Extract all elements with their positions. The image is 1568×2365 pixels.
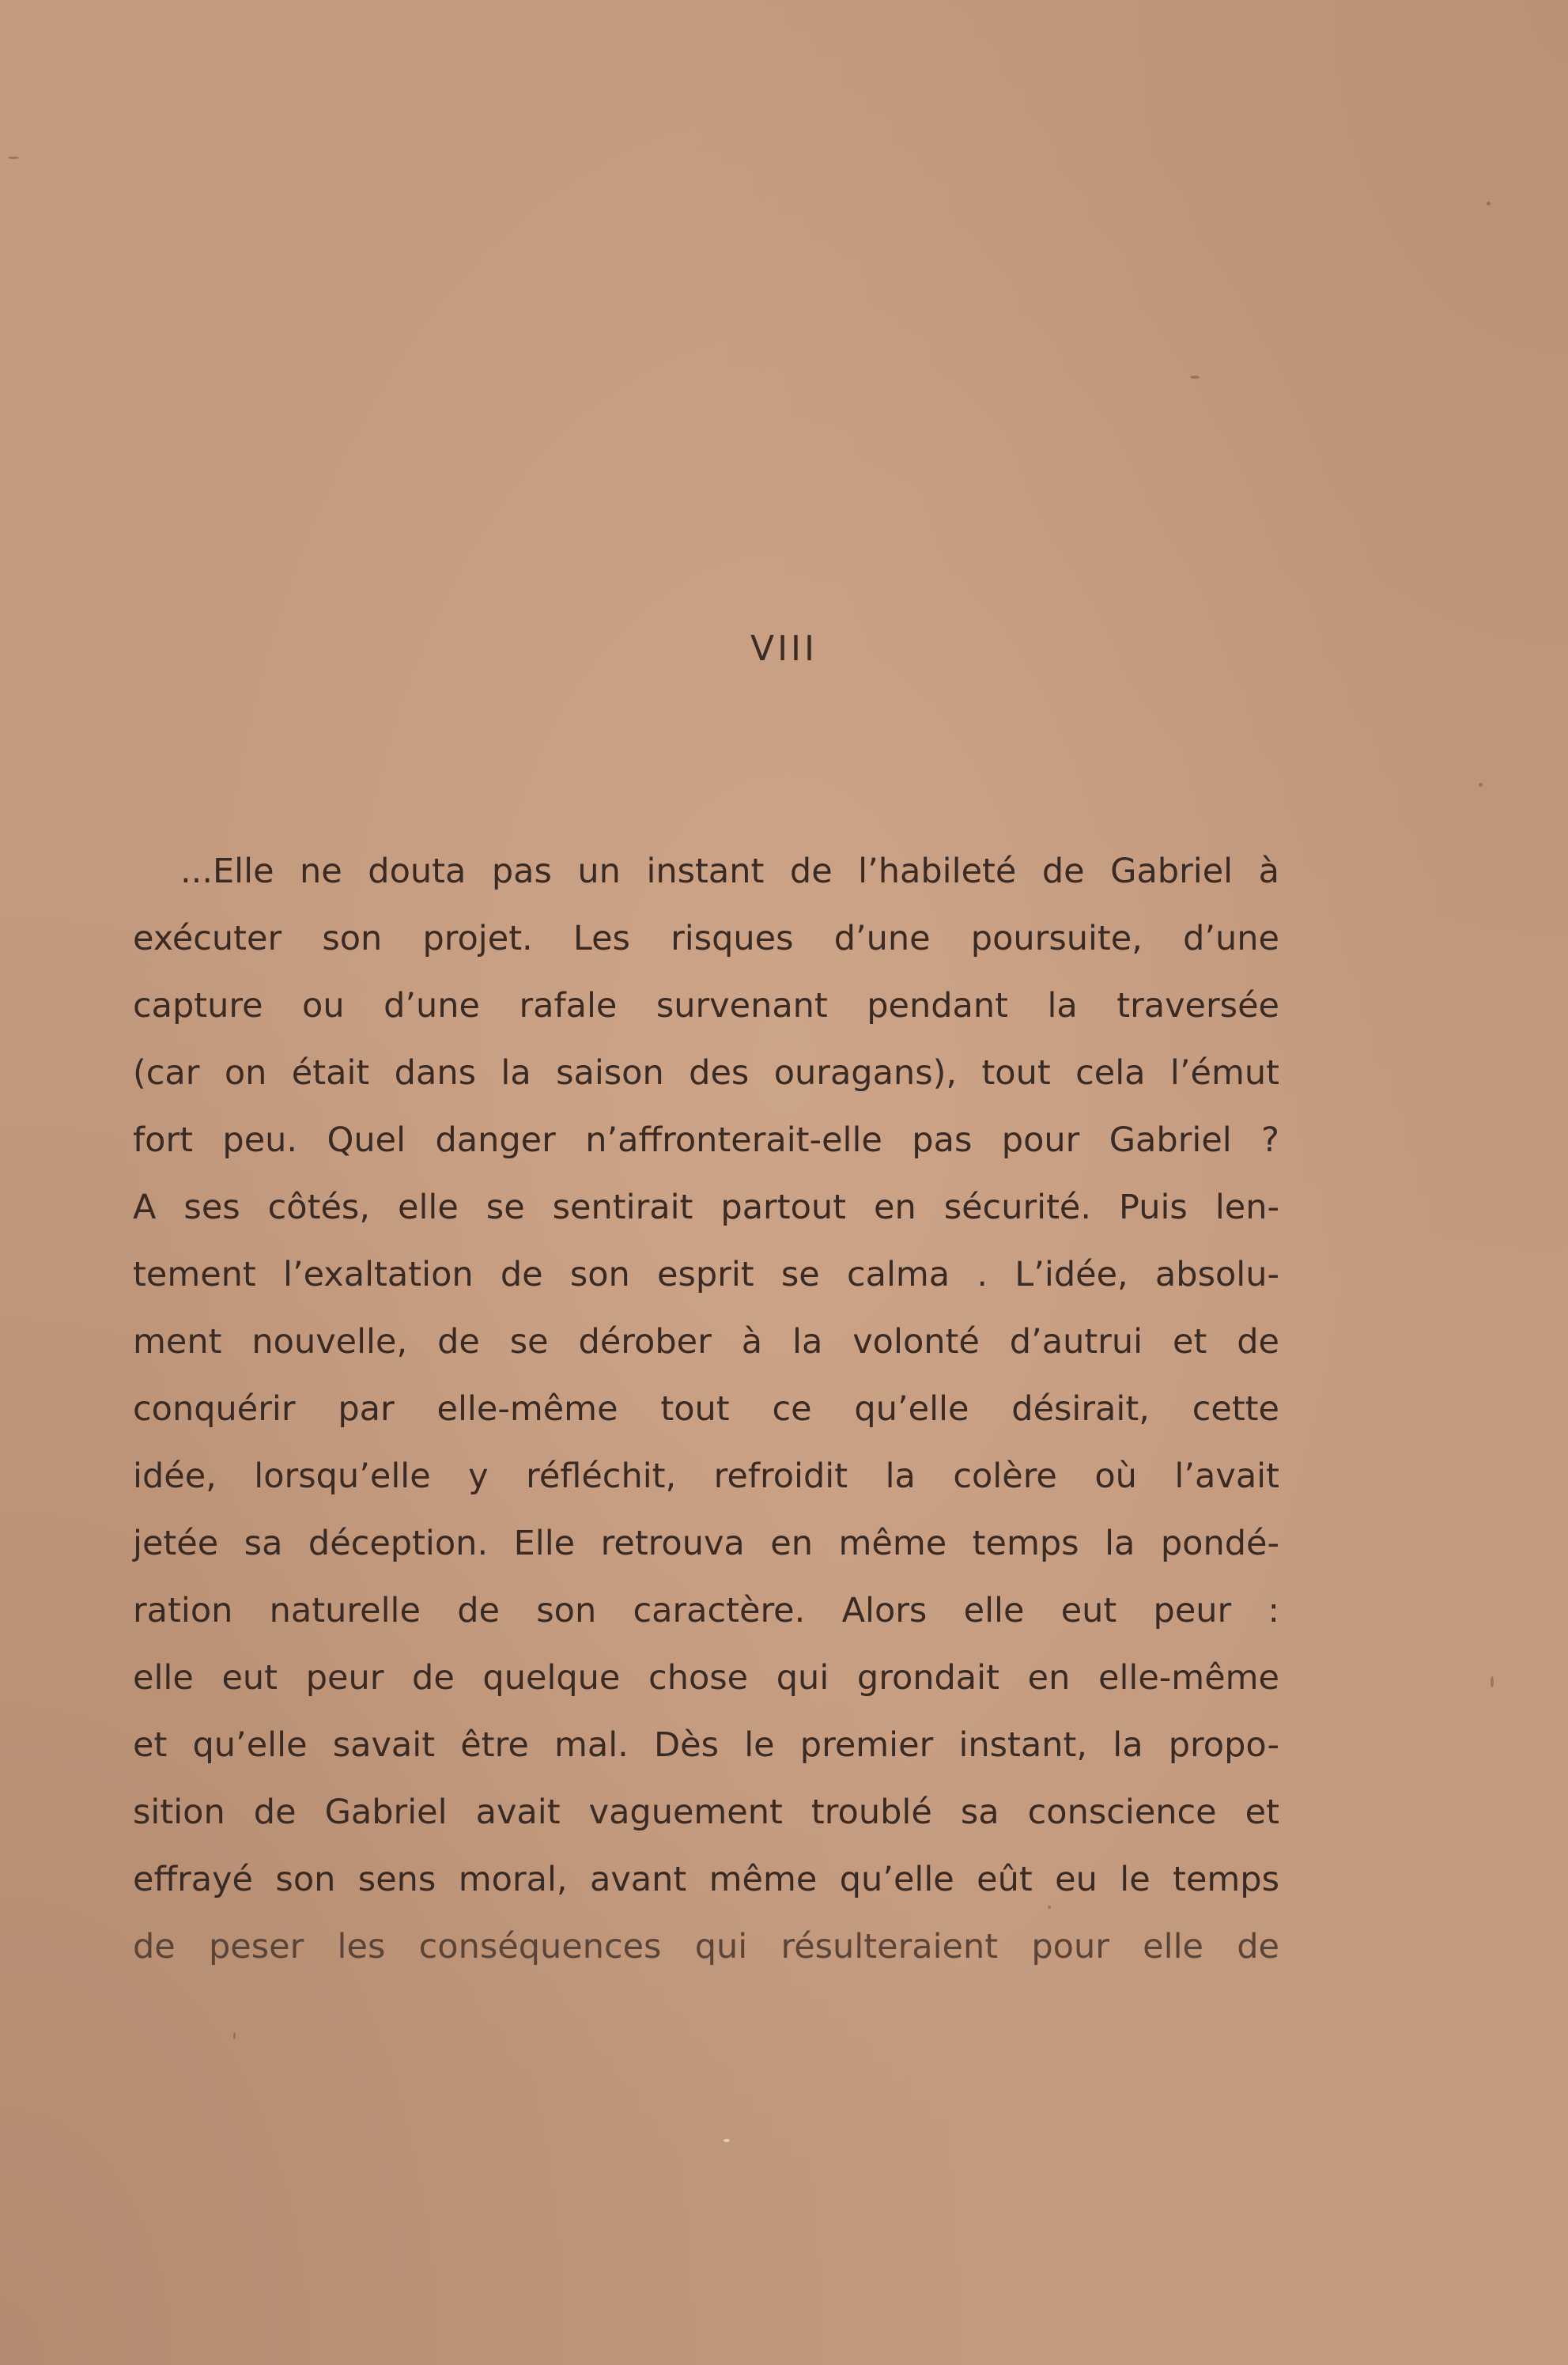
text-line: tement l’exaltation de son esprit se calma . L’idée, absolu- <box>133 1255 1279 1294</box>
text-line: et qu’elle savait être mal. Dès le premier instant, la propo- <box>133 1725 1279 1765</box>
text-line: A ses côtés, elle se sentirait partout en sécurité. Puis len- <box>133 1188 1279 1227</box>
text-line: elle eut peur de quelque chose qui grondait en elle-même <box>133 1658 1279 1698</box>
text-line: ...Elle ne douta pas un instant de l’habileté de Gabriel à <box>180 852 1279 891</box>
text-line: ment nouvelle, de se dérober à la volonté d’autrui et de <box>133 1322 1279 1362</box>
chapter-heading: VIII <box>750 629 818 669</box>
text-line: sition de Gabriel avait vaguement troublé sa conscience et <box>133 1793 1279 1832</box>
text-line: exécuter son projet. Les risques d’une poursuite, d’une <box>133 919 1279 958</box>
text-line: ration naturelle de son caractère. Alors elle eut peur : <box>133 1591 1279 1630</box>
text-line: capture ou d’une rafale survenant pendant la traversée <box>133 986 1279 1026</box>
text-line: fort peu. Quel danger n’affronterait-elle pas pour Gabriel ? <box>133 1120 1279 1160</box>
body-text <box>133 838 1279 1981</box>
text-line: jetée sa déception. Elle retrouva en même temps la pondé- <box>133 1524 1279 1563</box>
text-line: conquérir par elle-même tout ce qu’elle désirait, cette <box>133 1389 1279 1429</box>
text-line: effrayé son sens moral, avant même qu’elle eût eu le temps <box>133 1860 1279 1899</box>
text-line: idée, lorsqu’elle y réfléchit, refroidit la colère où l’avait <box>133 1456 1279 1496</box>
text-line: (car on était dans la saison des ouragans), tout cela l’émut <box>133 1053 1279 1093</box>
text-line: de peser les conséquences qui résulteraient pour elle de <box>133 1927 1279 1966</box>
